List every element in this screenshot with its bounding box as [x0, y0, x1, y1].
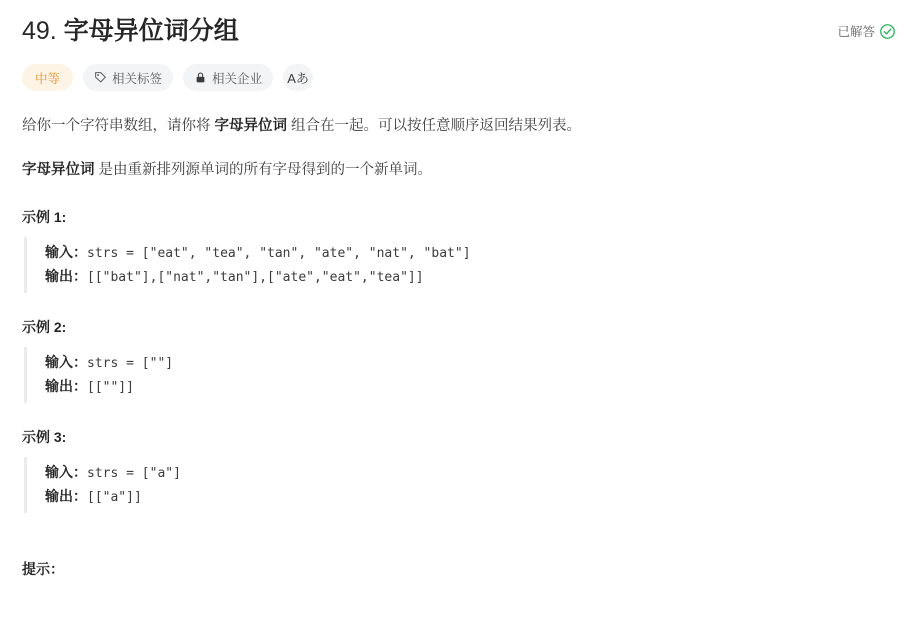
problem-description [22, 113, 895, 183]
title-row [22, 14, 895, 48]
example-2-body [24, 347, 895, 403]
tag-icon [94, 71, 107, 84]
meta-row [22, 64, 895, 91]
desc-p1-part2: 组合在一起。可以按任意顺序返回结果列表。 [287, 118, 582, 134]
example-2 [22, 317, 895, 403]
example-2-label: 示例 2: [22, 319, 67, 335]
translate-icon: Aあ [287, 71, 309, 86]
example-2-input-label: 输入： [45, 354, 87, 370]
example-1 [22, 207, 895, 293]
problem-title: 字母异位词分组 [63, 17, 239, 45]
desc-p2-part2: 是由重新排列源单词的所有字母得到的一个新单词。 [94, 162, 433, 178]
related-tags-label: 相关标签 [112, 71, 163, 86]
example-3-input-label: 输入： [45, 464, 87, 480]
example-3-label: 示例 3: [22, 429, 67, 445]
translate-button[interactable] [283, 64, 313, 91]
example-1-output-value: [["bat"],["nat","tan"],["ate","eat","tea"]] [87, 270, 424, 285]
example-2-output-label: 输出： [45, 378, 87, 394]
example-3-output [45, 485, 895, 509]
example-1-label: 示例 1: [22, 209, 67, 225]
example-1-input-value: ["eat", "tea", "tan", "ate", "nat", "bat"] [141, 246, 471, 261]
description-paragraph-1 [22, 113, 895, 139]
hints-label: 提示： [22, 561, 64, 577]
example-1-body [24, 237, 895, 293]
related-companies-label: 相关企业 [212, 71, 263, 86]
difficulty-badge[interactable] [22, 64, 73, 91]
example-1-input-label: 输入： [45, 244, 87, 260]
example-2-output [45, 375, 895, 399]
example-2-output-value: [[""]] [87, 380, 134, 395]
desc-p2-bold: 字母异位词 [22, 162, 95, 178]
status-badge-label: 已解答 [837, 25, 875, 39]
example-3 [22, 427, 895, 513]
example-2-input-var: strs = [87, 356, 142, 371]
example-2-input-value: [""] [141, 356, 174, 371]
status-badge [837, 22, 895, 40]
example-1-input-var: strs = [87, 246, 142, 261]
example-3-input-var: strs = [87, 466, 142, 481]
example-3-output-label: 输出： [45, 488, 87, 504]
example-3-input-value: ["a"] [141, 466, 181, 481]
related-tags-button[interactable] [83, 64, 173, 91]
desc-p1-part1: 给你一个字符串数组，请你将 [22, 118, 215, 134]
example-1-output-label: 输出： [45, 268, 87, 284]
problem-number: 49. [22, 17, 57, 45]
difficulty-label: 中等 [35, 71, 61, 86]
description-paragraph-2 [22, 157, 895, 183]
related-companies-button[interactable] [183, 64, 273, 91]
example-1-input [45, 241, 895, 265]
example-3-body [24, 457, 895, 513]
example-3-input [45, 461, 895, 485]
lock-icon [194, 71, 207, 84]
check-circle-icon [880, 24, 895, 39]
desc-p1-bold: 字母异位词 [214, 118, 288, 134]
example-3-output-value: [["a"]] [87, 490, 142, 505]
example-2-input [45, 351, 895, 375]
example-1-output [45, 265, 895, 289]
page-title [22, 14, 239, 48]
